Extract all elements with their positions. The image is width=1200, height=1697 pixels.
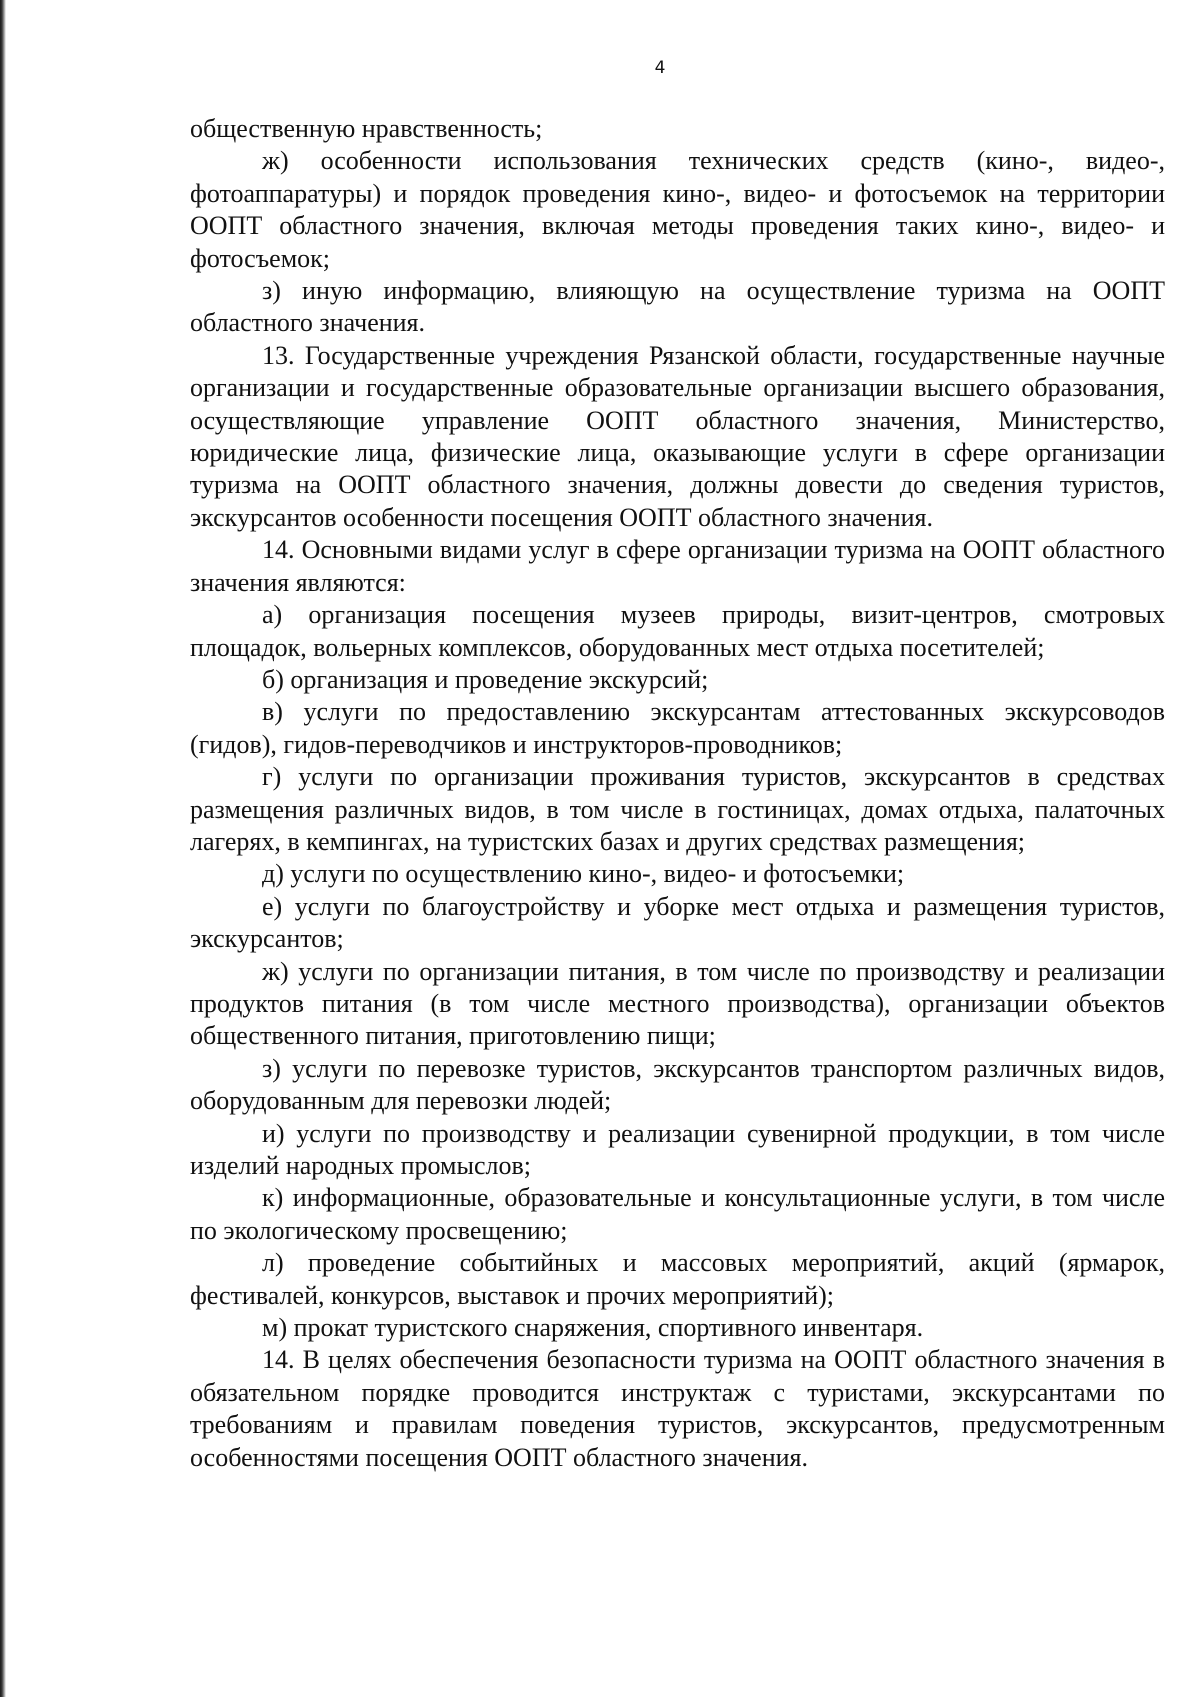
paragraph: 14. В целях обеспечения безопасности туризма на ООПТ областного значения в обязательном порядке проводится инструктаж с туристами, экскурсантами по требованиям и правилам поведения туристов, экскурсантов, предусмотренным особенностями посещения ООПТ областного значения. — [190, 1345, 1165, 1472]
paragraph: з) услуги по перевозке туристов, экскурсантов транспортом различных видов, оборудованным для перевозки людей; — [190, 1053, 1165, 1116]
paragraph: б) организация и проведение экскурсий; — [262, 664, 709, 694]
paragraph: а) организация посещения музеев природы, визит-центров, смотровых площадок, вольерных комплексов, оборудованных мест отдыха посетителей; — [190, 600, 1165, 662]
paragraph: е) услуги по благоустройству и уборке мест отдыха и размещения туристов, экскурсантов; — [190, 891, 1165, 954]
paragraph: общественную нравственность; — [190, 114, 543, 143]
paragraph: д) услуги по осуществлению кино-, видео- и фотосъемки; — [262, 859, 905, 889]
paragraph: и) услуги по производству и реализации сувенирной продукции, в том числе изделий народных промыслов; — [190, 1118, 1165, 1180]
scan-edge-shadow — [0, 0, 6, 1697]
paragraph: 14. Основными видами услуг в сфере организации туризма на ООПТ областного значения являются: — [190, 535, 1165, 597]
paragraph: 13. Государственные учреждения Рязанской области, государственные научные организации и государственные образовательные организации высшего образования, осуществляющие управление ООПТ областного значения, Министерство, юридические лица, физические лица, оказывающие услуги в сфере организации туризма на ООПТ областного значения, должны довести до сведения туристов, экскурсантов особенности посещения ООПТ областного значения. — [190, 340, 1165, 532]
body-text — [190, 113, 1165, 1474]
paragraph: г) услуги по организации проживания туристов, экскурсантов в средствах размещения различных видов, в том числе в гостиницах, домах отдыха, палаточных лагерях, в кемпингах, на туристских базах и других средствах размещения; — [190, 762, 1165, 856]
paragraph: л) проведение событийных и массовых мероприятий, акций (ярмарок, фестивалей, конкурсов, выставок и прочих мероприятий); — [190, 1248, 1165, 1310]
paragraph: з) иную информацию, влияющую на осуществление туризма на ООПТ областного значения. — [190, 276, 1165, 338]
paragraph: ж) услуги по организации питания, в том числе по производству и реализации продуктов питания (в том числе местного производства), организации объектов общественного питания, приготовлению пищи; — [190, 956, 1165, 1051]
paragraph: м) прокат туристского снаряжения, спортивного инвентаря. — [262, 1313, 924, 1343]
paragraph: ж) особенности использования технических средств (кино-, видео-, фотоаппаратуры) и порядок проведения кино-, видео- и фотосъемок на территории ООПТ областного значения, включая методы проведения таких кино-, видео- и фотосъемок; — [190, 146, 1165, 273]
paragraph: в) услуги по предоставлению экскурсантам аттестованных экскурсоводов (гидов), гидов-переводчиков и инструкторов-проводников; — [190, 697, 1165, 759]
page-number: 4 — [654, 58, 666, 78]
paragraph: к) информационные, образовательные и консультационные услуги, в том числе по экологическому просвещению; — [190, 1183, 1165, 1245]
